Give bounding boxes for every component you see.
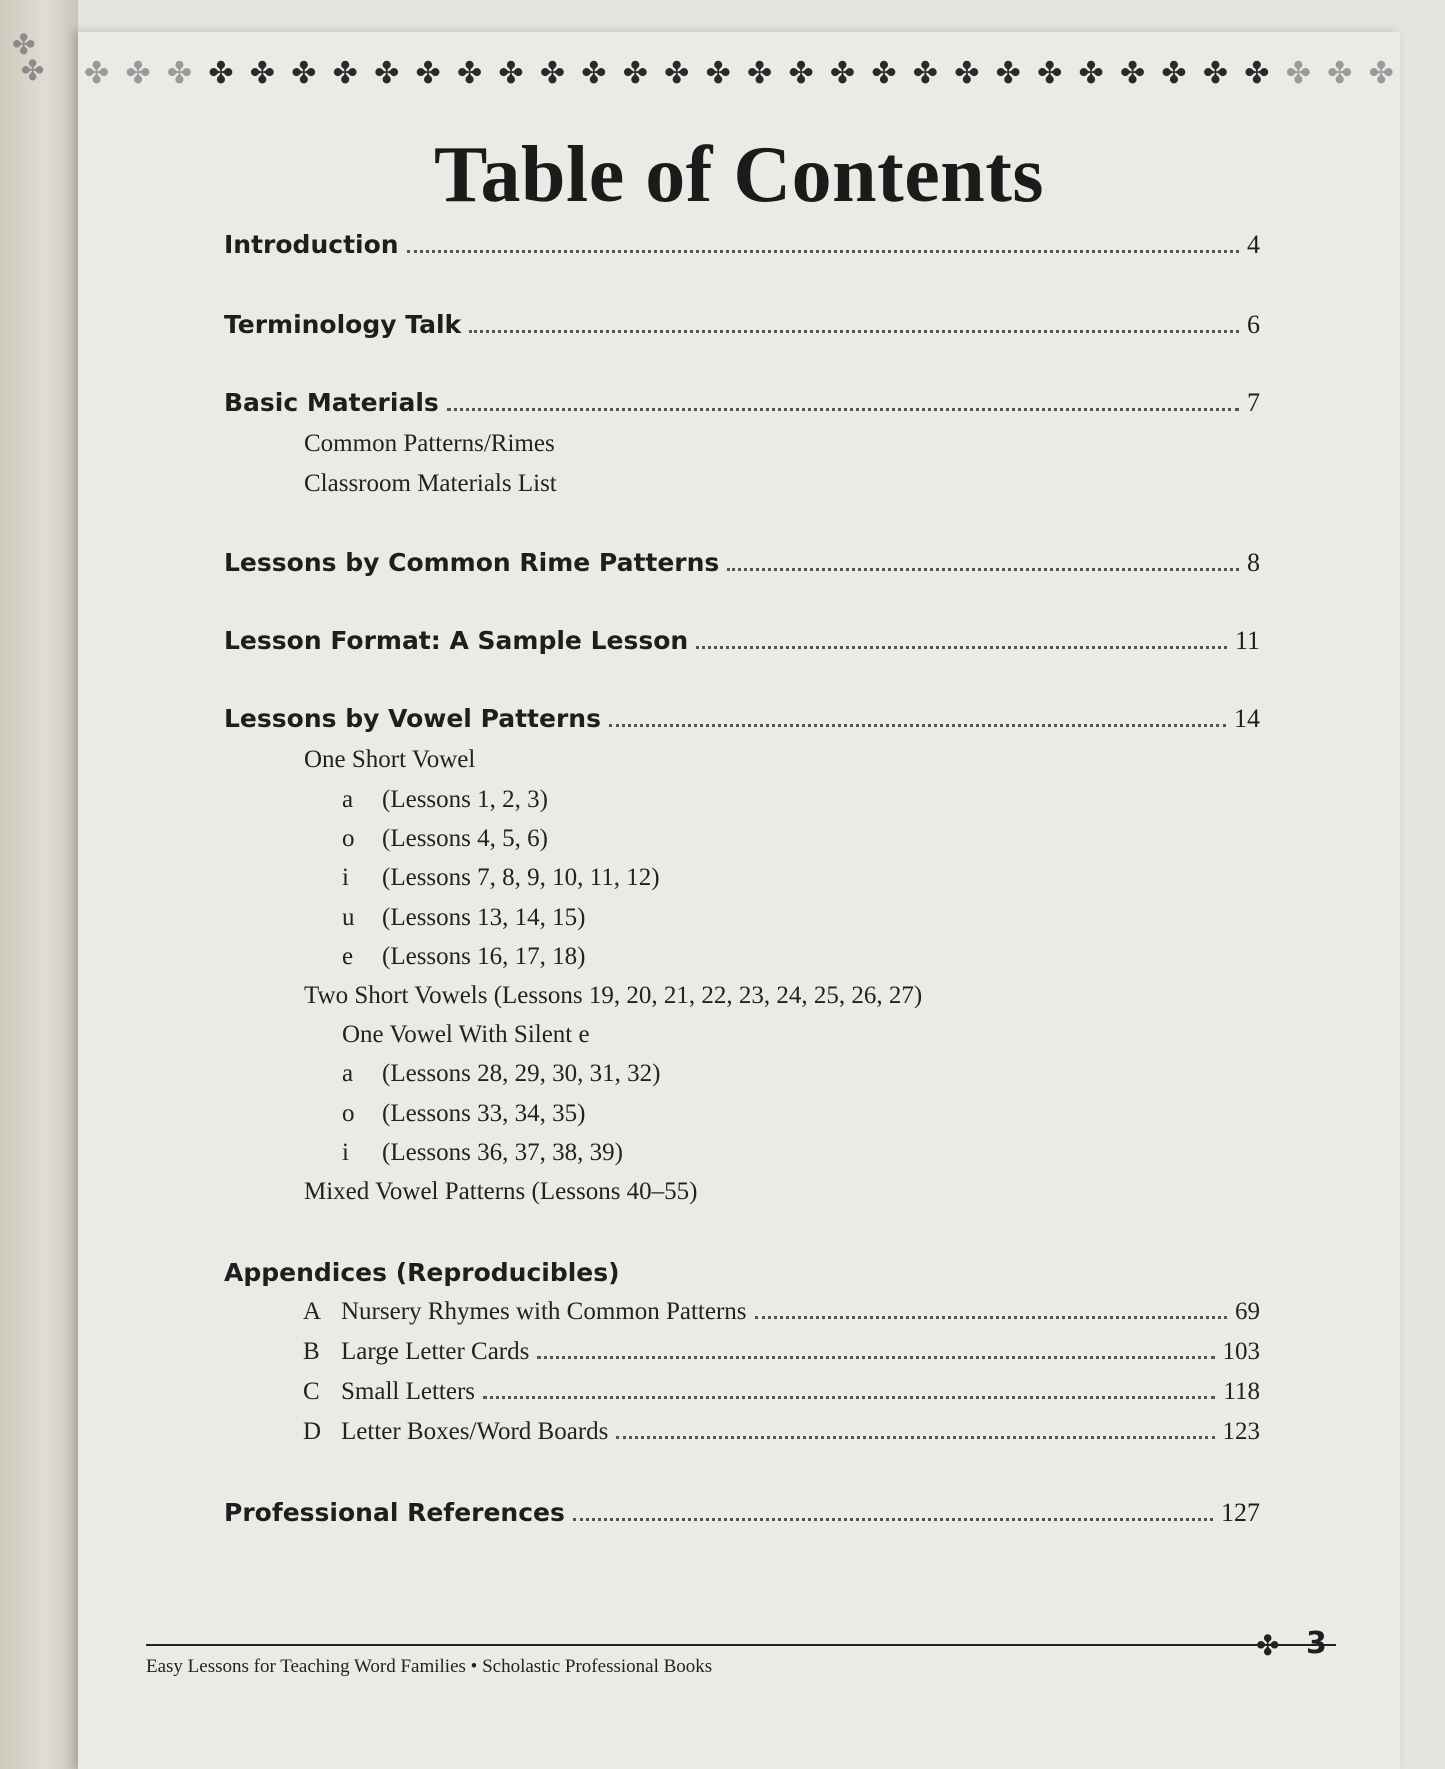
decoration-flower-icon: ✤: [1119, 56, 1146, 91]
footer-rule: [146, 1644, 1336, 1646]
toc-sub-short-e: e (Lessons 16, 17, 18): [342, 943, 586, 970]
toc-entry-terminology: Terminology Talk 6: [224, 310, 1260, 339]
toc-sub-classroom-materials: Classroom Materials List: [304, 470, 557, 497]
toc-heading-appendices: Appendices (Reproducibles): [224, 1258, 620, 1287]
toc-sub-silent-i: i (Lessons 36, 37, 38, 39): [342, 1139, 623, 1166]
decoration-flower-icon: ✤: [664, 56, 690, 91]
toc-sub-mixed-vowels: Mixed Vowel Patterns (Lessons 40–55): [304, 1178, 698, 1205]
page-title: Table of Contents: [433, 131, 1045, 219]
decoration-flower-icon: ✤: [581, 56, 607, 91]
toc-sub-short-u: u (Lessons 13, 14, 15): [342, 904, 586, 931]
toc-entry-vowel-patterns: Lessons by Vowel Patterns 14: [224, 704, 1260, 733]
decoration-flower-icon: ✤: [249, 56, 275, 91]
decoration-flower-icon: ✤: [1202, 56, 1228, 91]
toc-appendix-a: A Nursery Rhymes with Common Patterns 69: [303, 1298, 1260, 1325]
decoration-flower-icon: ✤: [1161, 56, 1187, 91]
toc-sub-silent-a: a (Lessons 28, 29, 30, 31, 32): [342, 1060, 661, 1087]
book-page: [78, 32, 1400, 1769]
footer-text: Easy Lessons for Teaching Word Families • Scholastic Professional Books: [146, 1656, 713, 1677]
decoration-flower-icon: ✤: [84, 56, 110, 91]
decoration-flower-icon: ✤: [1037, 56, 1063, 91]
toc-entry-basic-materials: Basic Materials 7: [224, 388, 1260, 417]
decoration-flower-icon: ✤: [1244, 56, 1270, 91]
page-number: 3: [1306, 1626, 1327, 1661]
toc-sub-one-short-vowel: One Short Vowel: [304, 746, 476, 773]
decoration-flower-icon: ✤: [788, 56, 814, 91]
toc-sub-two-short-vowels: Two Short Vowels (Lessons 19, 20, 21, 22, 23, 24, 25, 26, 27): [304, 982, 923, 1009]
toc-entry-professional-references: Professional References 127: [224, 1498, 1260, 1527]
decoration-flower-icon: ✤: [1327, 56, 1353, 91]
previous-page-edge: [0, 0, 78, 1769]
toc-sub-short-o: o (Lessons 4, 5, 6): [342, 825, 548, 852]
decoration-flower-icon: ✤: [456, 56, 483, 91]
decoration-flower-icon: ✤: [995, 56, 1021, 91]
toc-sub-silent-e: One Vowel With Silent e: [342, 1021, 590, 1048]
decoration-flower-icon: ✤: [291, 56, 317, 91]
decoration-flower-icon: ✤: [374, 56, 400, 91]
footer-decoration-icon: ✤: [1256, 1629, 1280, 1662]
toc-sub-silent-o: o (Lessons 33, 34, 35): [342, 1100, 586, 1127]
toc-sub-short-a: a (Lessons 1, 2, 3): [342, 786, 548, 813]
decoration-flower-icon: ✤: [1078, 56, 1104, 91]
toc-entry-rime-patterns: Lessons by Common Rime Patterns 8: [224, 548, 1260, 577]
toc-entry-introduction: Introduction 4: [224, 230, 1260, 259]
decoration-flower-icon: ✤: [871, 56, 897, 91]
decoration-flower-icon: ✤: [705, 56, 731, 91]
edge-decoration-icon: ✤ ✤: [12, 28, 45, 87]
decoration-flower-icon: ✤: [208, 56, 234, 91]
decoration-flower-icon: ✤: [1285, 56, 1311, 91]
decoration-flower-icon: ✤: [332, 56, 358, 91]
decoration-flower-icon: ✤: [912, 56, 938, 91]
decoration-flower-icon: ✤: [539, 56, 565, 91]
decoration-flower-icon: ✤: [125, 56, 151, 91]
decoration-flower-icon: ✤: [1368, 56, 1394, 91]
decoration-flower-icon: ✤: [498, 56, 524, 91]
toc-sub-short-i: i (Lessons 7, 8, 9, 10, 11, 12): [342, 864, 660, 891]
decorative-border: [84, 56, 1394, 91]
decoration-flower-icon: ✤: [166, 56, 193, 91]
toc-sub-common-patterns: Common Patterns/Rimes: [304, 430, 555, 457]
toc-appendix-d: D Letter Boxes/Word Boards 123: [303, 1418, 1260, 1445]
toc-appendix-c: C Small Letters 118: [303, 1378, 1260, 1405]
decoration-flower-icon: ✤: [954, 56, 980, 91]
decoration-flower-icon: ✤: [415, 56, 441, 91]
decoration-flower-icon: ✤: [622, 56, 648, 91]
decoration-flower-icon: ✤: [747, 56, 773, 91]
toc-appendix-b: B Large Letter Cards 103: [303, 1338, 1260, 1365]
toc-entry-lesson-format: Lesson Format: A Sample Lesson 11: [224, 626, 1260, 655]
decoration-flower-icon: ✤: [829, 56, 856, 91]
